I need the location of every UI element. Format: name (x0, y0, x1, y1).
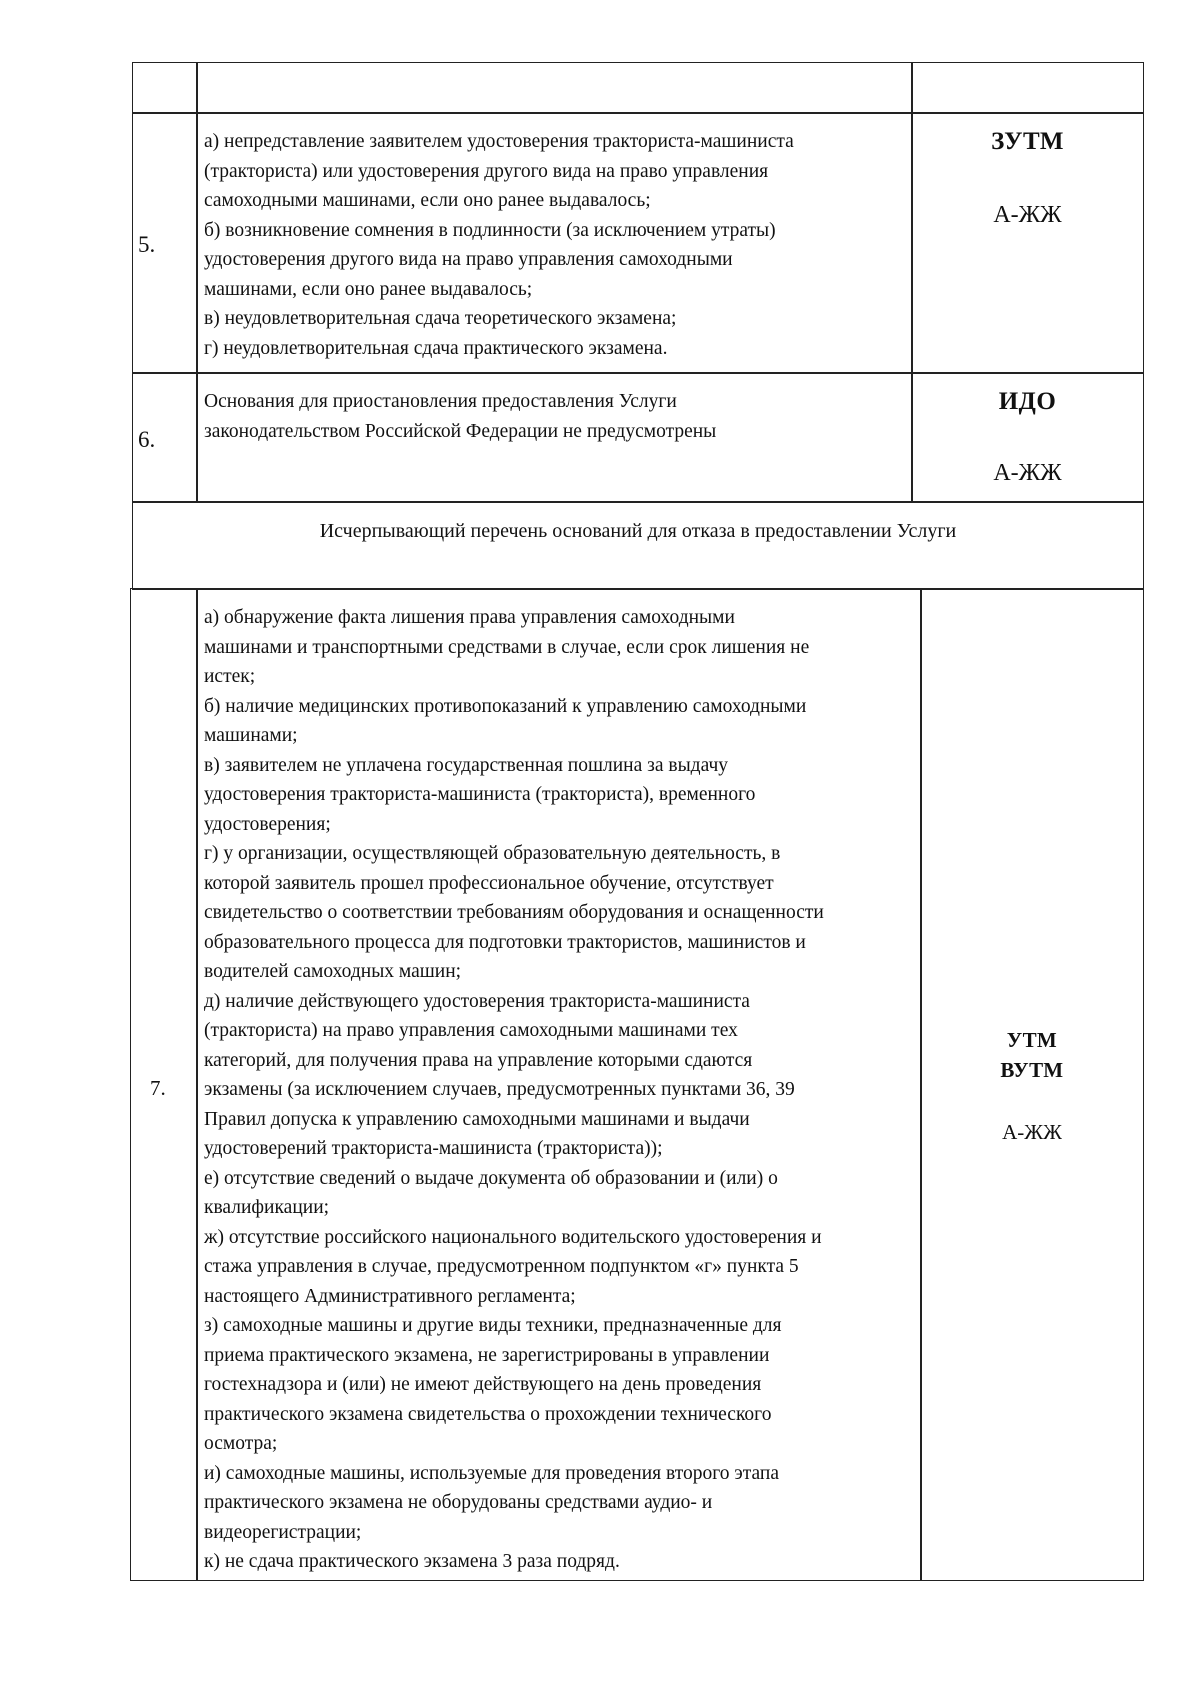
row7-line: категорий, для получения права на управление которыми сдаются (204, 1049, 753, 1071)
row-7-categories: А-ЖЖ (1002, 1120, 1062, 1144)
row7-line: образовательного процесса для подготовки трактористов, машинистов и (204, 931, 806, 953)
row7-line: свидетельство о соответствии требованиям оборудования и оснащенности (204, 902, 824, 923)
row7-line: практического экзамена свидетельства о прохождении технического (204, 1403, 772, 1425)
row-empty-number-cell (132, 62, 198, 114)
row7-line: машинами; (204, 725, 298, 746)
row7-line: к) не сдача практического экзамена 3 раза подряд. (204, 1551, 620, 1572)
row7-line: приема практического экзамена, не зарегистрированы в управлении (204, 1344, 770, 1366)
row7-line: гостехнадзора и (или) не имеют действующего на день проведения (204, 1374, 762, 1395)
row7-line: б) наличие медицинских противопоказаний к управлению самоходными (204, 695, 807, 717)
row7-line: стажа управления в случае, предусмотренном подпунктом «г» пункта 5 (204, 1256, 799, 1277)
row5-line: г) неудовлетворительная сдача практического экзамена. (204, 337, 668, 359)
row7-line: з) самоходные машины и другие виды техники, предназначенные для (204, 1315, 782, 1336)
row5-line: самоходными машинами, если оно ранее выдавалось; (204, 190, 651, 211)
row-6-text (204, 387, 904, 446)
row7-line: машинами и транспортными средствами в случае, если срок лишения не (204, 636, 810, 658)
row7-line: которой заявитель прошел профессиональное обучение, отсутствует (204, 872, 774, 894)
row5-line: б) возникновение сомнения в подлинности (за исключением утраты) (204, 219, 776, 241)
row7-line: водителей самоходных машин; (204, 961, 462, 982)
row-6-code: ИДО (998, 388, 1057, 415)
row7-line: а) обнаружение факта лишения права управления самоходными (204, 607, 735, 628)
row-empty-text-cell (196, 62, 913, 114)
row-7-text (204, 603, 920, 1577)
row7-line: и) самоходные машины, используемые для проведения второго этапа (204, 1462, 780, 1484)
row-empty-code-cell (911, 62, 1144, 114)
row7-line: удостоверения; (204, 813, 331, 835)
section-header: Исчерпывающий перечень оснований для отказа в предоставлении Услуги (319, 520, 957, 542)
row-7-codes (920, 1025, 1144, 1085)
row6-line: законодательством Российской Федерации не предусмотрены (204, 420, 717, 442)
row7-line: г) у организации, осуществляющей образовательную деятельность, в (204, 843, 781, 864)
row5-line: машинами, если оно ранее выдавалось; (204, 278, 533, 300)
row-5-categories: А-ЖЖ (993, 202, 1062, 228)
row7-line: д) наличие действующего удостоверения тракториста-машиниста (204, 990, 750, 1012)
row7-line: осмотра; (204, 1433, 278, 1454)
row-6-categories: А-ЖЖ (993, 460, 1062, 486)
row7-line: ж) отсутствие российского национального водительского удостоверения и (204, 1226, 822, 1248)
row7-line: удостоверения тракториста-машиниста (тракториста), временного (204, 784, 756, 805)
row6-line: Основания для приостановления предоставления Услуги (204, 391, 677, 412)
row7-line: квалификации; (204, 1197, 330, 1218)
section-header-cell (132, 501, 1144, 590)
row7-line: в) заявителем не уплачена государственная пошлина за выдачу (204, 754, 729, 776)
row7-line: настоящего Административного регламента; (204, 1285, 576, 1307)
row7-line: Правил допуска к управлению самоходными машинами и выдачи (204, 1108, 750, 1130)
row5-line: удостоверения другого вида на право управления самоходными (204, 249, 733, 270)
row7-line: видеорегистрации; (204, 1521, 362, 1543)
row7-line: экзамены (за исключением случаев, предусмотренных пунктами 36, 39 (204, 1079, 795, 1100)
row-5-text (204, 127, 904, 363)
row-7-code: УТМ (1006, 1028, 1058, 1052)
row7-line: удостоверений тракториста-машиниста (тракториста)); (204, 1138, 663, 1159)
row-5-number: 5. (138, 232, 156, 257)
row-5-code: ЗУТМ (991, 128, 1064, 155)
row7-line: истек; (204, 666, 256, 687)
row-7-code: ВУТМ (1000, 1058, 1064, 1082)
row5-line: (тракториста) или удостоверения другого вида на право управления (204, 160, 769, 182)
row7-line: практического экзамена не оборудованы средствами аудио- и (204, 1492, 713, 1513)
row-6-number: 6. (138, 427, 156, 452)
row7-line: е) отсутствие сведений о выдаче документа об образовании и (или) о (204, 1167, 778, 1189)
row-7-number: 7. (150, 1076, 166, 1100)
row5-line: а) непредставление заявителем удостоверения тракториста-машиниста (204, 131, 794, 152)
row7-line: (тракториста) на право управления самоходными машинами тех (204, 1020, 738, 1041)
row5-line: в) неудовлетворительная сдача теоретического экзамена; (204, 308, 677, 329)
